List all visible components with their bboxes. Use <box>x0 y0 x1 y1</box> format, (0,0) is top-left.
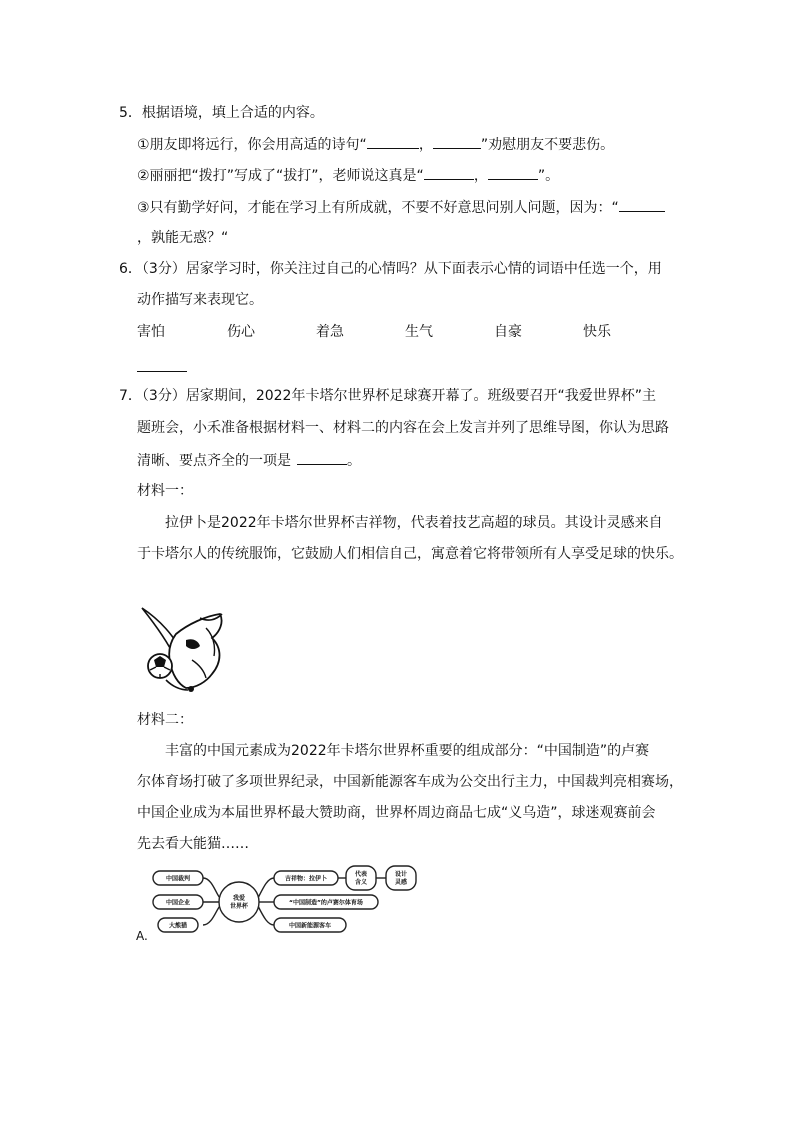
q5-stem: 5．根据语境，填上合适的内容。 <box>119 105 324 121</box>
mindmap-node-right-mid-label: “中国制造”的卢赛尔体育场 <box>289 899 363 907</box>
q5-item1-mid: ， <box>418 137 433 153</box>
material2-paragraph-line1: 丰富的中国元素成为2022年卡塔尔世界杯重要的组成部分：“中国制造”的卢赛 <box>165 743 650 759</box>
material2-paragraph-line2: 尔体育场打破了多项世界纪录，中国新能源客车成为公交出行主力，中国裁判亮相赛场， <box>137 774 683 790</box>
q5-item2 <box>137 165 559 186</box>
mindmap-node-left-3-label: 大熊猫 <box>168 922 188 930</box>
q5-item2-pre: ②丽丽把“拨打”写成了“拔打”，老师说这真是“ <box>137 168 424 184</box>
mindmap-node-sub2-line1: 设计 <box>394 871 408 878</box>
mindmap-node-sub1-line2: 含义 <box>354 879 368 886</box>
material2-paragraph-line3: 中国企业成为本届世界杯最大赞助商，世界杯周边商品七成“义乌造”，球迷观赛前会 <box>137 805 656 821</box>
material1-label: 材料一： <box>137 483 193 499</box>
q7-line3-post: 。 <box>347 453 361 469</box>
option-a-label: A. <box>136 929 148 943</box>
q6-word-1: 害怕 <box>137 324 165 340</box>
q5-item1 <box>137 134 614 155</box>
q5-item3 <box>137 197 665 218</box>
mindmap-center-line2: 世界杯 <box>229 903 249 910</box>
mindmap-node-sub2-line2: 灵感 <box>394 879 408 886</box>
option-a-mindmap <box>150 864 422 940</box>
mindmap-connector-left-bottom <box>203 906 220 925</box>
q6-word-6: 快乐 <box>583 324 611 340</box>
mindmap-center-node <box>219 882 259 922</box>
q6-word-4: 生气 <box>405 324 433 340</box>
q5-item1-blank1[interactable] <box>367 134 419 149</box>
mindmap-connector-right-top <box>258 878 274 898</box>
mindmap-node-left-1-label: 中国裁判 <box>165 875 191 883</box>
q6-answer-blank[interactable] <box>137 371 187 372</box>
q6-line2: 动作描写来表现它。 <box>137 292 263 308</box>
mindmap-connector-right-bottom <box>258 906 274 925</box>
material1-paragraph-line1: 拉伊卜是2022年卡塔尔世界杯吉祥物，代表着技艺高超的球员。其设计灵感来自 <box>165 515 663 531</box>
q5-item2-blank1[interactable] <box>424 165 474 180</box>
material2-label: 材料二： <box>137 712 193 728</box>
q5-item3-pre: ③只有勤学好问，才能在学习上有所成就，不要不好意思问别人问题，因为：“ <box>137 200 619 216</box>
q7-line3-pre: 清晰、要点齐全的一项是 <box>137 453 291 469</box>
q6-word-5: 自豪 <box>494 324 522 340</box>
mindmap-node-right-top-label: 吉祥物：拉伊卜 <box>284 875 328 883</box>
q7-answer-blank[interactable] <box>297 450 347 465</box>
q5-item1-post: ”劝慰朋友不要悲伤。 <box>480 137 615 153</box>
material1-paragraph-line2: 于卡塔尔人的传统服饰，它鼓励人们相信自己，寓意着它将带领所有人享受足球的快乐。 <box>137 546 683 562</box>
q6-line1: 6．（3分）居家学习时，你关注过自己的心情吗？从下面表示心情的词语中任选一个，用 <box>119 261 662 277</box>
q5-item1-blank2[interactable] <box>433 134 481 149</box>
q5-item3-blank[interactable] <box>619 197 665 212</box>
q5-item2-blank2[interactable] <box>488 165 538 180</box>
mindmap-node-left-2-label: 中国企业 <box>165 899 191 907</box>
q7-line2: 题班会，小禾准备根据材料一、材料二的内容在会上发言并列了思维导图，你认为思路 <box>137 420 669 436</box>
q5-item2-post: ”。 <box>537 168 560 184</box>
mindmap-connector-left-top <box>203 878 220 898</box>
q5-item1-pre: ①朋友即将远行，你会用高适的诗句“ <box>137 137 367 153</box>
mindmap-node-sub1-line1: 代表 <box>354 871 368 878</box>
q6-word-2: 伤心 <box>227 324 255 340</box>
q5-item2-mid: ， <box>473 168 488 184</box>
q5-item3-continuation: ，孰能无惑？“ <box>137 230 229 246</box>
mindmap-node-sub1 <box>346 866 376 890</box>
q7-line3 <box>137 450 361 471</box>
mascot-illustration <box>136 604 230 698</box>
material2-paragraph-line4: 先去看大能猫…… <box>137 836 249 852</box>
q7-line1: 7．（3分）居家期间，2022年卡塔尔世界杯足球赛开幕了。班级要召开“我爱世界杯”主 <box>119 388 656 404</box>
mindmap-node-right-bottom-label: 中国新能源客车 <box>288 922 332 930</box>
mindmap-center-line1: 我爱 <box>232 895 246 902</box>
q6-word-3: 着急 <box>316 324 344 340</box>
mindmap-node-sub2 <box>386 866 416 890</box>
